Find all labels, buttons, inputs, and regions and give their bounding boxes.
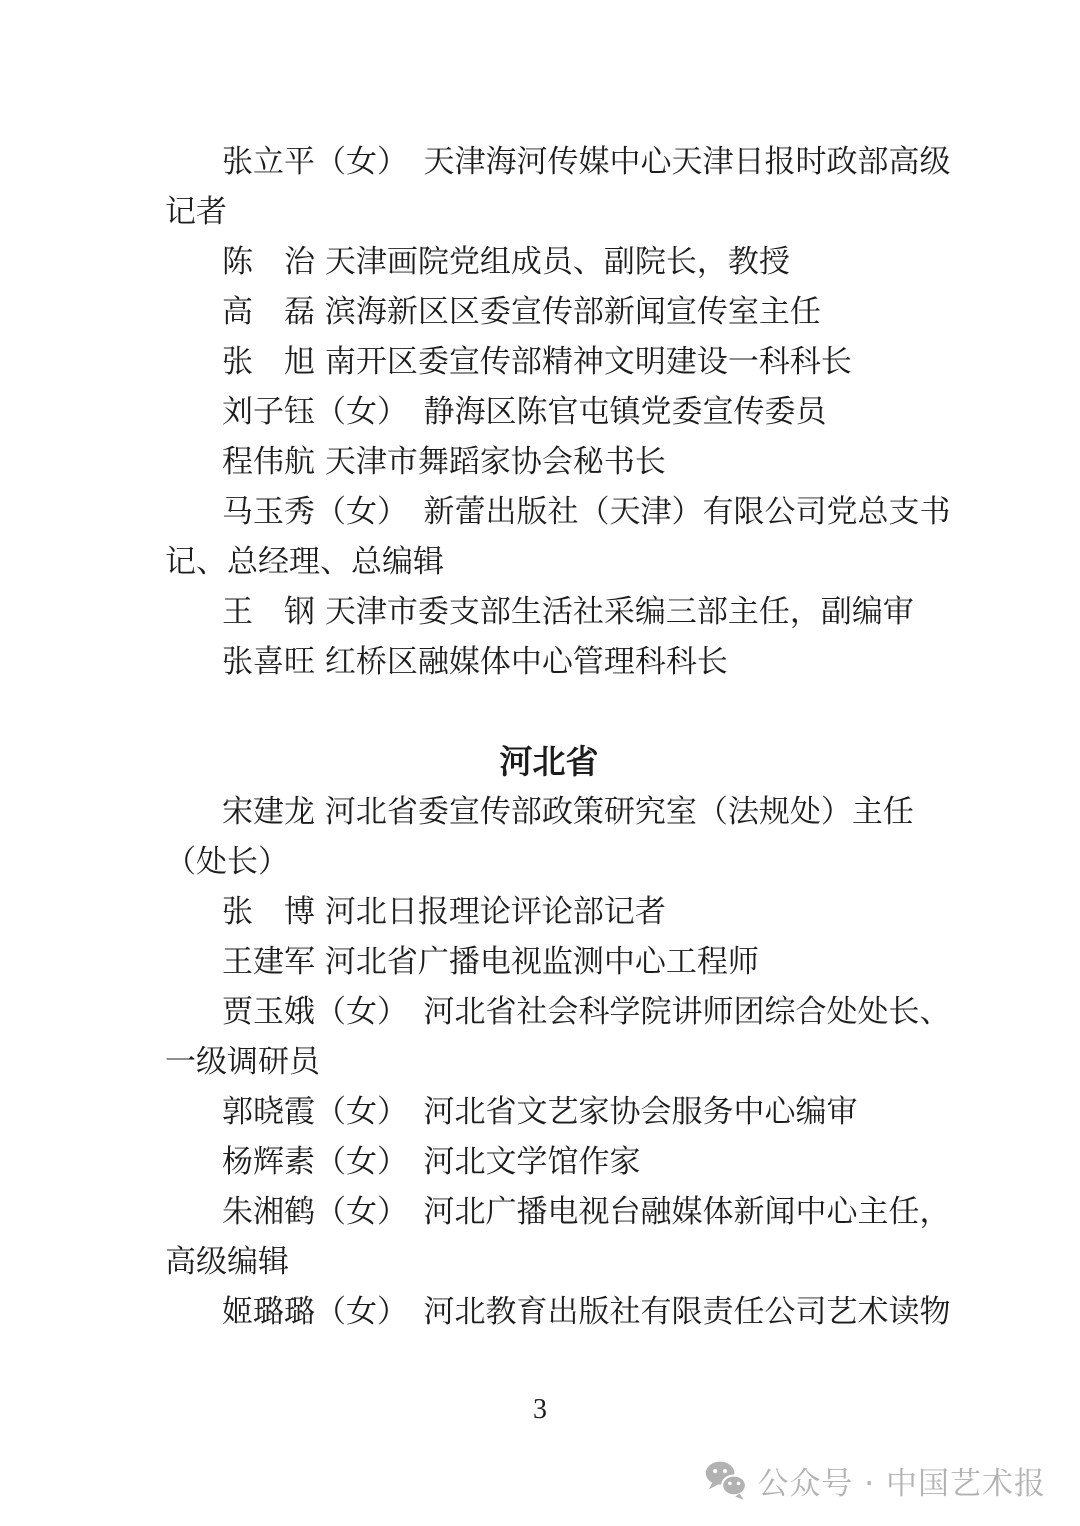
doc-line: 宋建龙 河北省委宣传部政策研究室（法规处）主任 [222,794,914,830]
wechat-icon [702,1460,748,1501]
doc-line: 张 旭 南开区委宣传部精神文明建设一科科长 [222,344,852,380]
doc-line: 高级编辑 [165,1244,289,1280]
doc-line: （处长） [165,844,289,880]
doc-line: 记、总经理、总编辑 [165,544,444,580]
wechat-watermark [702,1458,1046,1503]
doc-line: 王 钢 天津市委支部生活社采编三部主任，副编审 [222,594,914,630]
doc-line: 王建军 河北省广播电视监测中心工程师 [222,944,759,980]
doc-line: 程伟航 天津市舞蹈家协会秘书长 [222,444,666,480]
doc-line: 张 博 河北日报理论评论部记者 [222,894,666,930]
watermark-text: 公众号 · 中国艺术报 [757,1466,1046,1502]
doc-line: 张立平（女） 天津海河传媒中心天津日报时政部高级 [222,144,951,180]
doc-line: 朱湘鹤（女） 河北广播电视台融媒体新闻中心主任， [222,1194,951,1230]
doc-line: 郭晓霞（女） 河北省文艺家协会服务中心编审 [222,1094,858,1130]
doc-line: 刘子钰（女） 静海区陈官屯镇党委宣传委员 [222,394,827,430]
doc-line: 记者 [165,194,227,230]
page-number: 3 [533,1394,547,1425]
doc-line [165,687,933,737]
doc-line: 贾玉娥（女） 河北省社会科学院讲师团综合处处长、 [222,994,951,1030]
doc-line: 马玉秀（女） 新蕾出版社（天津）有限公司党总支书 [222,494,951,530]
doc-line: 一级调研员 [165,1044,320,1080]
document-body [165,137,951,1337]
doc-line: 高 磊 滨海新区区委宣传部新闻宣传室主任 [222,294,821,330]
doc-line: 姬璐璐（女） 河北教育出版社有限责任公司艺术读物 [222,1294,951,1330]
doc-line: 张喜旺 红桥区融媒体中心管理科科长 [222,644,728,680]
doc-line: 陈 治 天津画院党组成员、副院长，教授 [222,244,790,280]
doc-line: 河北省 [499,742,599,781]
doc-line: 杨辉素（女） 河北文学馆作家 [222,1144,641,1180]
